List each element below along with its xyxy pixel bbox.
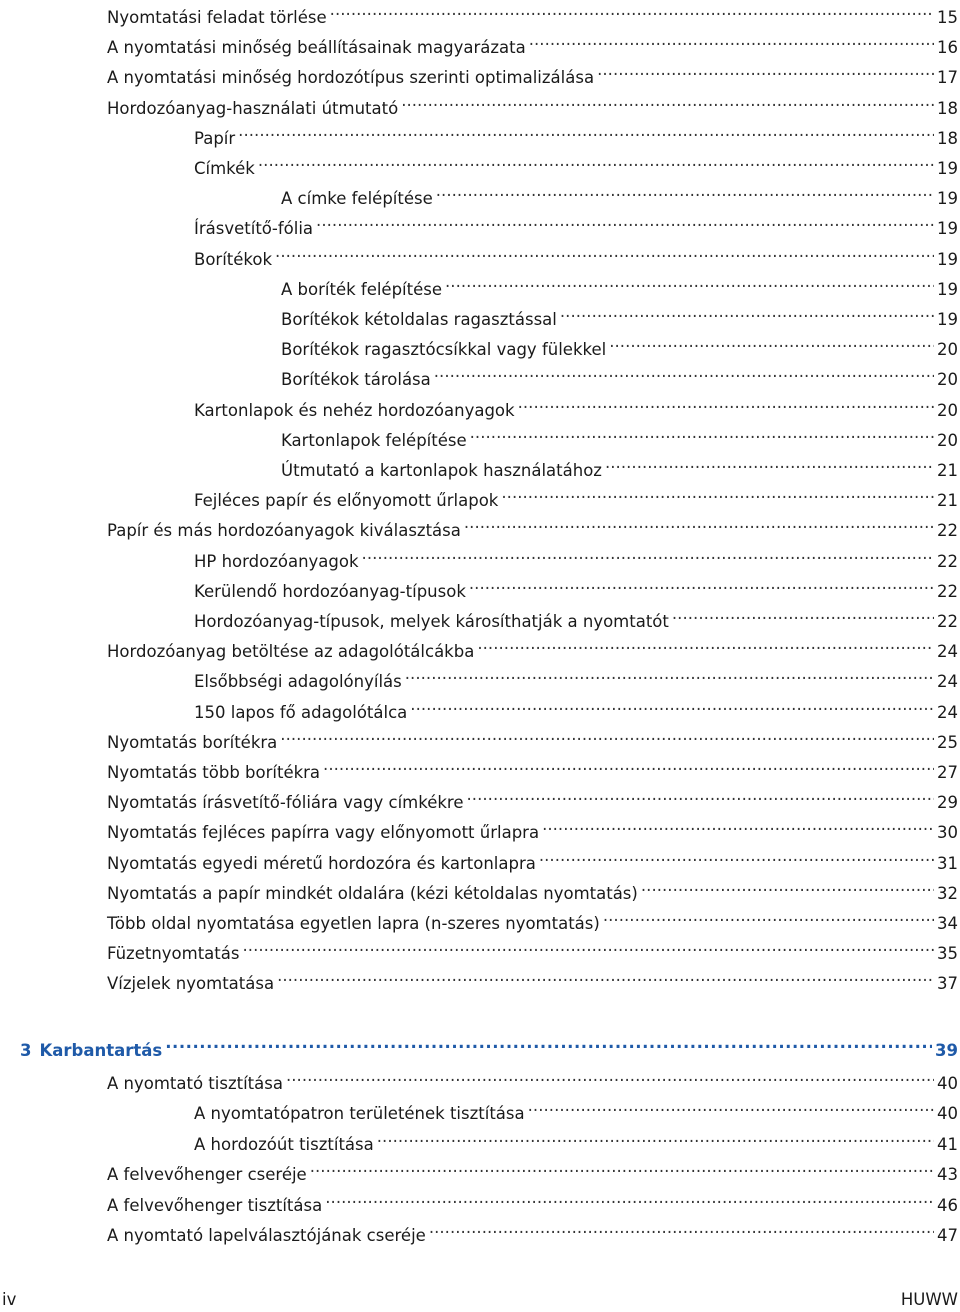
toc-entry-title: Nyomtatás fejléces papírra vagy előnyomott űrlapra <box>107 823 540 843</box>
toc-page-number: 22 <box>937 612 958 631</box>
toc-dot-leader <box>597 57 934 83</box>
toc-dot-leader <box>429 1215 934 1241</box>
toc-entry[interactable] <box>107 873 958 903</box>
toc-dot-leader <box>501 480 934 506</box>
toc-entry[interactable] <box>281 420 958 450</box>
toc-entry[interactable] <box>194 692 958 722</box>
toc-entry[interactable] <box>194 1124 958 1154</box>
toc-entry-title: Kerülendő hordozóanyag-típusok <box>194 581 466 601</box>
footer-page-number: iv <box>2 1290 17 1309</box>
toc-dot-leader <box>529 27 934 53</box>
toc-entry-title: Több oldal nyomtatása egyetlen lapra (n-szeres nyomtatás) <box>107 914 600 933</box>
toc-entry[interactable] <box>107 782 958 813</box>
toc-dot-leader <box>436 178 934 204</box>
toc-entry-title: Kartonlapok és nehéz hordozóanyagok <box>194 400 515 420</box>
toc-page-number: 24 <box>937 672 958 692</box>
toc-page-number: 22 <box>937 551 958 571</box>
chapter-title: Karbantartás <box>39 1041 163 1060</box>
toc-entry-title: A címke felépítése <box>281 189 433 209</box>
toc-page-number: 18 <box>937 128 958 148</box>
toc-entry[interactable] <box>194 118 958 148</box>
toc-dot-leader <box>310 1154 934 1180</box>
toc-entry-title: 150 lapos fő adagolótálca <box>194 702 408 722</box>
toc-page-number: 21 <box>937 491 958 511</box>
toc-entry-title: Borítékok tárolása <box>281 370 431 390</box>
toc-page-number: 30 <box>937 823 958 843</box>
toc-page-number: 40 <box>937 1074 958 1093</box>
toc-page-number: 41 <box>937 1134 958 1154</box>
toc-entry-title: A nyomtató lapelválasztójának cseréje <box>107 1226 426 1245</box>
toc-entry[interactable] <box>107 812 958 843</box>
toc-entry-title: A nyomtató tisztítása <box>107 1074 283 1093</box>
toc-entry[interactable] <box>281 450 958 480</box>
toc-page-number: 32 <box>937 883 958 903</box>
toc-dot-leader <box>464 510 934 536</box>
toc-dot-leader <box>286 1063 934 1089</box>
toc-entry[interactable] <box>194 1093 958 1124</box>
toc-dot-leader <box>401 88 934 114</box>
toc-entry[interactable] <box>107 510 958 541</box>
toc-dot-leader <box>518 390 934 416</box>
toc-dot-leader <box>238 118 934 144</box>
toc-page-number: 29 <box>937 793 958 813</box>
toc-entry[interactable] <box>107 963 958 994</box>
toc-page-number: 24 <box>937 702 958 722</box>
toc-page-number: 15 <box>937 8 958 27</box>
toc-entry[interactable] <box>107 1154 958 1185</box>
toc-dot-leader <box>445 269 934 295</box>
toc-entry[interactable] <box>107 631 958 662</box>
toc-entry-title: A felvevőhenger cseréje <box>107 1165 307 1185</box>
toc-entry[interactable] <box>107 843 958 873</box>
toc-page-number: 18 <box>937 98 958 118</box>
toc-dot-leader <box>641 873 934 899</box>
toc-page-number: 34 <box>937 914 958 933</box>
toc-entry[interactable] <box>107 57 958 88</box>
toc-entry-title: Borítékok kétoldalas ragasztással <box>281 310 557 329</box>
toc-dot-leader <box>434 359 934 385</box>
toc-page-number: 22 <box>937 581 958 601</box>
toc-page-number: 17 <box>937 68 958 88</box>
toc-dot-leader <box>242 933 934 959</box>
toc-entry-title: Nyomtatás írásvetítő-fóliára vagy címkékre <box>107 793 464 813</box>
toc-entry[interactable] <box>194 208 958 239</box>
toc-dot-leader <box>672 601 934 627</box>
toc-entry-title: Nyomtatási feladat törlése <box>107 8 327 27</box>
toc-dot-leader <box>467 782 935 808</box>
toc-page-number: 43 <box>937 1165 958 1185</box>
toc-page-number: 31 <box>937 853 958 873</box>
toc-page-number: 19 <box>937 249 958 269</box>
toc-entry-title: Papír és más hordozóanyagok kiválasztása <box>107 521 461 541</box>
toc-entry-title: Hordozóanyag betöltése az adagolótálcákba <box>107 642 475 662</box>
footer-doc-code: HUWW <box>900 1290 958 1309</box>
toc-dot-leader <box>469 571 934 597</box>
toc-dot-leader <box>280 722 934 748</box>
toc-dot-leader <box>405 661 934 687</box>
toc-entry-title: A nyomtatási minőség beállításainak magyarázata <box>107 38 526 58</box>
toc-entry-title: Nyomtatás több borítékra <box>107 763 321 782</box>
toc-entry-title: Papír <box>194 128 236 148</box>
toc-page-number: 21 <box>937 461 958 480</box>
toc-entry[interactable] <box>194 571 958 601</box>
toc-entry-title <box>20 1038 165 1064</box>
toc-dot-leader <box>377 1124 934 1150</box>
toc-entry-title: A boríték felépítése <box>281 279 443 299</box>
toc-entry-title: A hordozóút tisztítása <box>194 1134 374 1154</box>
toc-entry-title: Kartonlapok felépítése <box>281 430 467 450</box>
toc-entry-title: Hordozóanyag-típusok, melyek károsíthatják a nyomtatót <box>194 612 669 631</box>
toc-entry[interactable] <box>107 752 958 782</box>
toc-entry-title: A felvevőhenger tisztítása <box>107 1195 323 1215</box>
toc-entry-title: A nyomtatási minőség hordozótípus szerinti optimalizálása <box>107 68 595 88</box>
toc-page-number: 20 <box>937 370 958 390</box>
toc-dot-leader <box>477 631 934 657</box>
toc-dot-leader <box>165 1030 932 1056</box>
toc-page-number: 39 <box>935 1041 958 1060</box>
toc-dot-leader <box>542 812 934 838</box>
toc-entry[interactable] <box>194 601 958 631</box>
toc-entry[interactable] <box>194 541 958 571</box>
toc-page-number: 22 <box>937 521 958 541</box>
toc-page-number: 19 <box>937 189 958 209</box>
toc-entry-title: Nyomtatás egyedi méretű hordozóra és kartonlapra <box>107 853 536 873</box>
toc-entry-title: Útmutató a kartonlapok használatához <box>281 461 602 480</box>
toc-dot-leader <box>316 208 934 234</box>
toc-page-number: 19 <box>937 219 958 239</box>
toc-entry[interactable] <box>281 299 958 329</box>
toc-dot-leader <box>609 329 934 355</box>
toc-page-number: 16 <box>937 38 958 58</box>
toc-dot-leader <box>528 1093 934 1119</box>
toc-entry-title: Füzetnyomtatás <box>107 944 240 964</box>
toc-entry[interactable] <box>107 88 958 118</box>
toc-page-number: 19 <box>937 159 958 178</box>
toc-entry[interactable] <box>107 0 958 27</box>
toc-entry[interactable] <box>194 661 958 692</box>
toc-dot-leader <box>603 903 934 929</box>
toc-dot-leader <box>362 541 934 567</box>
toc-dot-leader <box>560 299 934 325</box>
toc-page-number: 19 <box>937 279 958 299</box>
toc-page-number: 27 <box>937 763 958 782</box>
toc-dot-leader <box>470 420 934 446</box>
toc-page-number: 47 <box>937 1226 958 1245</box>
toc-page-number: 20 <box>937 430 958 450</box>
toc-entry[interactable] <box>281 269 958 299</box>
toc-entry[interactable] <box>107 722 958 752</box>
toc-entry-title: Borítékok ragasztócsíkkal vagy fülekkel <box>281 340 607 360</box>
toc-entry[interactable] <box>107 1185 958 1215</box>
toc-page-number: 20 <box>937 400 958 420</box>
toc-entry-title: Írásvetítő-fólia <box>194 219 314 239</box>
toc-page-number: 24 <box>937 642 958 662</box>
toc-entry[interactable] <box>281 359 958 390</box>
toc-entry-title: Fejléces papír és előnyomott űrlapok <box>194 491 499 511</box>
toc-page-number: 37 <box>937 974 958 994</box>
toc-dot-leader <box>323 752 934 778</box>
toc-entry-title: Borítékok <box>194 249 273 269</box>
toc-dot-leader <box>410 692 934 718</box>
chapter-number: 3 <box>20 1041 32 1060</box>
toc-page-number: 20 <box>937 340 958 360</box>
toc-entry[interactable] <box>194 239 958 269</box>
toc-entry[interactable] <box>281 178 958 209</box>
toc-entry-title: Címkék <box>194 159 255 178</box>
toc-entry[interactable] <box>107 27 958 58</box>
toc-entry[interactable] <box>194 390 958 420</box>
toc-entry[interactable] <box>281 329 958 360</box>
toc-entry[interactable] <box>107 1063 958 1093</box>
toc-page-number: 19 <box>937 310 958 329</box>
toc-dot-leader <box>258 148 934 174</box>
toc-entry[interactable] <box>194 148 958 178</box>
toc-dot-leader <box>275 239 934 265</box>
toc-entry-title: Nyomtatás a papír mindkét oldalára (kézi kétoldalas nyomtatás) <box>107 883 638 903</box>
toc-dot-leader <box>605 450 934 476</box>
toc-entry-title: HP hordozóanyagok <box>194 551 359 571</box>
toc-dot-leader <box>277 963 934 989</box>
toc-page-number: 46 <box>937 1195 958 1215</box>
toc-dot-leader <box>539 843 934 869</box>
toc-dot-leader <box>325 1185 934 1211</box>
toc-chapter-entry[interactable] <box>20 1030 958 1060</box>
toc-entry[interactable] <box>107 933 958 964</box>
toc-entry-title: Nyomtatás borítékra <box>107 732 278 752</box>
toc-page-number: 40 <box>937 1104 958 1124</box>
toc-entry-title: Hordozóanyag-használati útmutató <box>107 98 399 118</box>
toc-entry[interactable] <box>194 480 958 511</box>
toc-page-number: 35 <box>937 944 958 964</box>
toc-entry[interactable] <box>107 903 958 933</box>
toc-entry-title: Vízjelek nyomtatása <box>107 974 275 994</box>
toc-entry-title: A nyomtatópatron területének tisztítása <box>194 1104 525 1124</box>
toc-dot-leader <box>330 0 934 23</box>
toc-entry[interactable] <box>107 1215 958 1245</box>
toc-entry-title: Elsőbbségi adagolónyílás <box>194 672 402 692</box>
toc-page-number: 25 <box>937 732 958 752</box>
